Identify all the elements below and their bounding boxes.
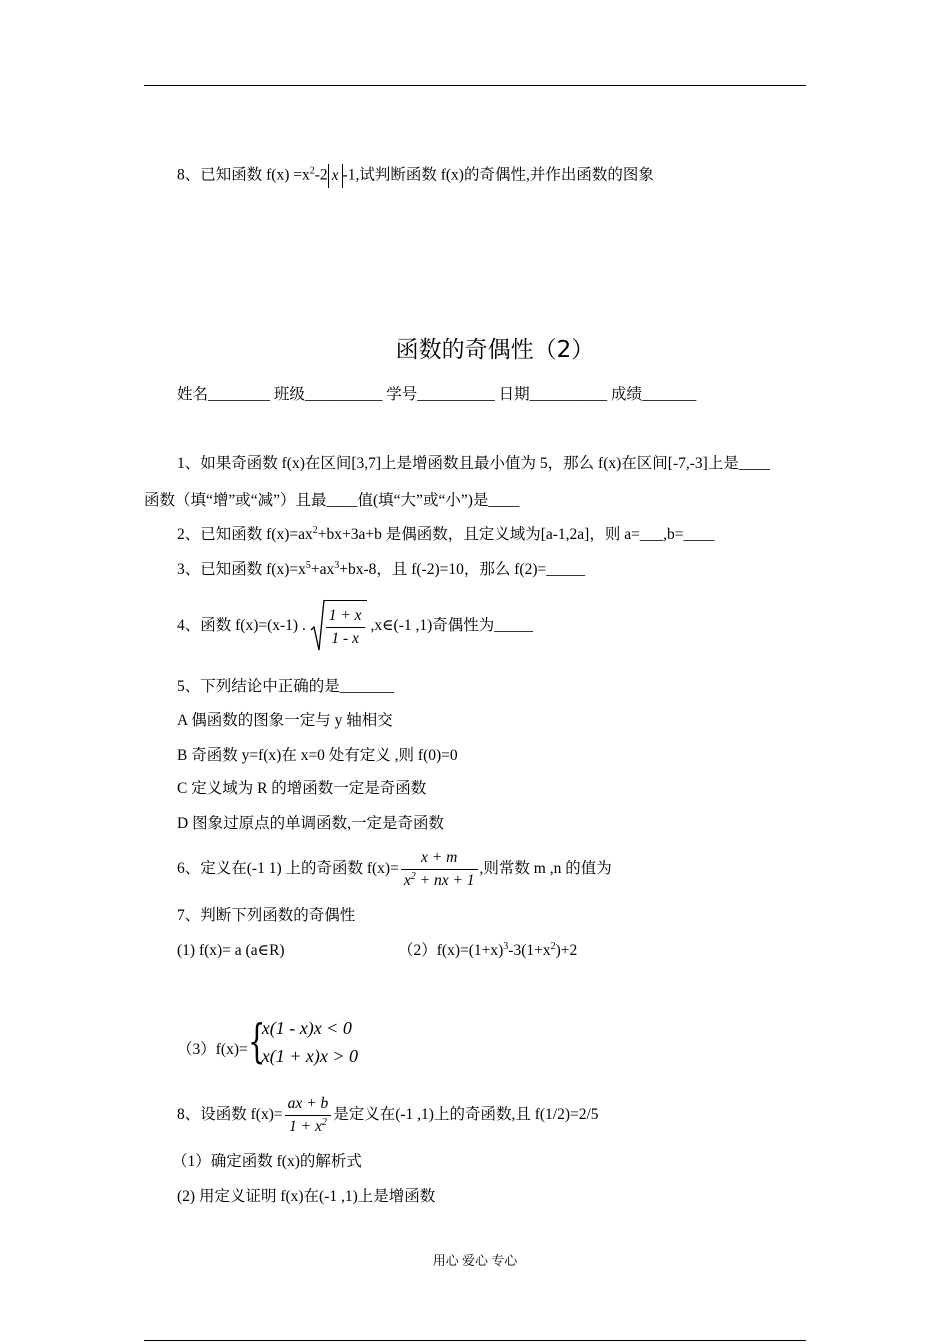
q8-mid: -2 [314, 166, 328, 184]
page-title: 函数的奇偶性（2） [395, 337, 595, 363]
q8-exp: 2 [309, 165, 315, 177]
q8b-part-1: （1）确定函数 f(x)的解析式 [172, 1153, 362, 1170]
q5-option-b: B 奇函数 y=f(x)在 x=0 处有定义 ,则 f(0)=0 [177, 747, 458, 764]
q6-den-b: + nx + 1 [415, 871, 475, 889]
q8b-a: 8、设函数 f(x)= [177, 1106, 283, 1123]
q2-exp: 2 [312, 524, 318, 536]
q4-b: ,x [370, 617, 383, 635]
q6-a: 6、定义在(-1 1) 上的奇函数 f(x)= [177, 860, 399, 877]
q4-frac [326, 605, 365, 650]
q7-2-c: )+2 [555, 942, 578, 959]
q7-part-3 [177, 1014, 358, 1087]
q8b-frac [285, 1093, 332, 1138]
q2-a: 2、已知函数 f(x)=ax [177, 526, 313, 543]
bottom-rule [144, 1340, 806, 1341]
q5-option-d: D 图象过原点的单调函数,一定是奇函数 [177, 815, 444, 832]
q7-2-b: -3(1+x [508, 942, 551, 959]
q7: 7、判断下列函数的奇偶性 [177, 907, 356, 924]
q8b-b: 是定义在(-1 ,1)上的奇函数,且 f(1/2)=2/5 [333, 1106, 599, 1123]
q7-2-exp2: 2 [550, 940, 556, 952]
q8b-den-exp: 2 [321, 1116, 327, 1128]
q7-3-row1: x(1 - x)x < 0 [261, 1018, 352, 1038]
q8b-part-2: (2) 用定义证明 f(x)在(-1 ,1)上是增函数 [177, 1188, 436, 1205]
q6-den-exp: 2 [410, 870, 416, 882]
q1-line2: 函数（填“增”或“减”）且最____值(填“大”或“小”)是____ [144, 492, 520, 509]
header-question-8 [177, 164, 654, 188]
brace-icon: { [247, 1014, 266, 1068]
top-rule [144, 85, 806, 86]
q7-2-a: （2）f(x)=(1+x) [398, 942, 504, 959]
q8b-num: ax + b [285, 1093, 332, 1116]
q8b-den-a: 1 + x [288, 1117, 322, 1135]
q3-exp1: 5 [305, 559, 311, 571]
q2 [177, 525, 714, 545]
q6-frac [401, 847, 478, 892]
q8-prefix: 8、已知函数 f(x) =x [177, 166, 310, 184]
q6-den [401, 870, 478, 892]
q6-den-a: x [403, 871, 411, 889]
q7-part-2 [398, 941, 577, 961]
q7-3-piecewise [248, 1014, 358, 1087]
q4-in-symbol: ∈ [382, 617, 394, 635]
q2-b: +bx+3a+b 是偶函数，且定义域为[a-1,2a]，则 a=___,b=____ [317, 526, 715, 543]
q8-abs: x [328, 164, 343, 188]
q6-b: ,则常数 m ,n 的值为 [479, 860, 612, 877]
q6 [177, 845, 612, 893]
q7-2-exp: 3 [503, 940, 509, 952]
q1-line1: 1、如果奇函数 f(x)在区间[3,7]上是增函数且最小值为 5，那么 f(x)在区间[-7,-3]上是____ [177, 455, 770, 472]
info-line: 姓名________ 班级__________ 学号__________ 日期__________ 成绩_______ [177, 386, 697, 403]
q4-den: 1 - x [331, 629, 359, 647]
q3 [177, 560, 585, 580]
q4 [177, 600, 533, 653]
q8b-den [285, 1116, 332, 1138]
q4-num: 1 + x [326, 605, 365, 628]
q7-3-row2: x(1 + x)x > 0 [261, 1046, 358, 1066]
q4-a: 4、函数 f(x)=(x-1) . [177, 617, 306, 635]
radical-icon [310, 596, 326, 652]
q7-part-1: (1) f(x)= a (a∈R) [177, 942, 285, 959]
q6-num: x + m [401, 847, 478, 870]
q8b [177, 1091, 599, 1139]
q5: 5、下列结论中正确的是_______ [177, 678, 395, 695]
q3-exp2: 3 [334, 559, 340, 571]
q3-a: 3、已知函数 f(x)=x [177, 561, 306, 578]
q7-3-a: （3）f(x)= [177, 1041, 248, 1059]
footer-text: 用心 爱心 专心 [432, 1253, 518, 1268]
q4-c: (-1 ,1)奇偶性为_____ [393, 617, 534, 635]
q4-sqrt [310, 600, 367, 653]
q5-option-a: A 偶函数的图象一定与 y 轴相交 [177, 712, 393, 729]
q5-option-c: C 定义域为 R 的增函数一定是奇函数 [177, 780, 427, 797]
q3-c: +bx-8，且 f(-2)=10，那么 f(2)=_____ [339, 561, 586, 578]
q8-suffix: -1,试判断函数 f(x)的奇偶性,并作出函数的图象 [342, 166, 654, 184]
q3-b: +ax [310, 561, 335, 578]
